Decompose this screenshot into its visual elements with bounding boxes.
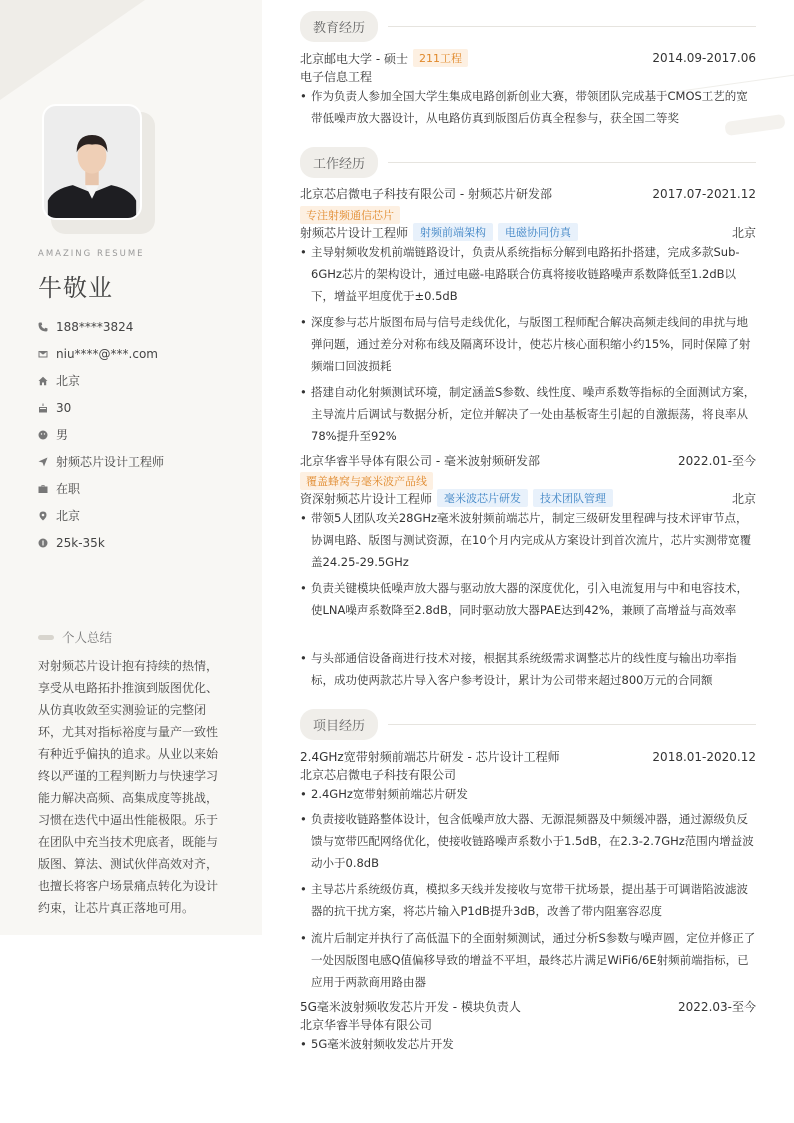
job-focus-row	[300, 206, 756, 224]
mail-icon	[38, 349, 56, 359]
job-bullet: • 搭建自动化射频测试环境，制定涵盖S参数、线性度、噪声系数等指标的全面测试方案，主导流片后调试与数据分析，定位并解决了一处由基板寄生引起的自激振荡，将良率从78%提升至92%	[300, 381, 756, 447]
target-position: 射频芯片设计工程师	[56, 455, 165, 469]
age: 30	[56, 400, 72, 415]
project-title: 项目经历	[300, 709, 378, 740]
education-title: 教育经历	[300, 11, 378, 42]
profile-photo	[42, 104, 142, 220]
expected-salary: 25k-35k	[56, 535, 105, 550]
section-divider	[388, 724, 756, 725]
job-period: 2017.07-2021.12	[652, 186, 756, 201]
location-pin-icon	[38, 511, 56, 521]
job-header-row	[300, 185, 756, 202]
education-major: 电子信息工程	[300, 70, 373, 84]
briefcase-icon	[38, 484, 56, 494]
candidate-name: 牛敬业	[38, 274, 113, 302]
job-role-row	[300, 489, 756, 507]
salary-icon	[38, 538, 56, 548]
info-phone	[38, 313, 253, 340]
project-name: 5G毫米波射频收发芯片开发 - 模块负责人	[300, 1000, 521, 1014]
work-title: 工作经历	[300, 147, 378, 178]
contact-info-list	[38, 313, 253, 556]
project-bullet: • 5G毫米波射频收发芯片开发	[300, 1033, 756, 1055]
education-school: 北京邮电大学 - 硕士	[300, 51, 408, 66]
section-divider	[388, 26, 756, 27]
job-role-row	[300, 223, 756, 241]
job-skill-tag: 电磁协同仿真	[498, 223, 578, 241]
send-icon	[38, 457, 56, 467]
job-city: 北京	[731, 491, 756, 506]
project-period: 2022.03-至今	[678, 1000, 756, 1014]
project-name: 2.4GHz宽带射频前端芯片研发 - 芯片设计工程师	[300, 750, 560, 764]
project-company-row	[300, 766, 756, 783]
education-section-heading	[300, 11, 756, 42]
project-header-row	[300, 998, 756, 1015]
job-company: 北京芯启微电子科技有限公司 - 射频芯片研发部	[300, 187, 552, 201]
education-header-row	[300, 49, 756, 67]
job-company: 北京华睿半导体有限公司 - 毫米波射频研发部	[300, 454, 540, 468]
home-icon	[38, 376, 56, 386]
summary-heading	[38, 628, 112, 646]
job-city: 北京	[731, 225, 756, 240]
info-status	[38, 475, 253, 502]
target-city: 北京	[56, 509, 81, 523]
phone-number: 188****3824	[56, 319, 134, 334]
summary-text: 对射频芯片设计抱有持续的热情，享受从电路拓扑推演到版图优化、从仿真收敛至实测验证的完整闭环，尤其对指标裕度与量产一致性有种近乎偏执的追求。从业以来始终以严谨的工程判断力与快速学习能力解决高频、高集成度等挑战，习惯在迭代中逼出性能极限。乐于在团队中充当技术兜底者，既能与版图、算法、测试伙伴高效对齐，也擅长将客户场景痛点转化为设计约束，让芯片真正落地可用。	[38, 659, 219, 915]
hometown: 北京	[56, 374, 81, 388]
job-bullet: • 主导射频收发机前端链路设计，负责从系统指标分解到电路拓扑搭建，完成多款Sub-6GHz芯片的架构设计，通过电磁-电路联合仿真将接收链路噪声系数降低至1.2dB以下，增益平坦度优于±0.5dB	[300, 241, 756, 307]
info-gender	[38, 421, 253, 448]
job-role: 资深射频芯片设计工程师	[300, 491, 433, 506]
job-bullet: • 深度参与芯片版图布局与信号走线优化，与版图工程师配合解决高频走线间的串扰与地弹问题，通过差分对称布线及隔离环设计，使芯片核心面积缩小约15%，同时保障了射频端口回波损耗	[300, 311, 756, 377]
gender: 男	[56, 428, 69, 442]
cake-icon	[38, 403, 56, 413]
school-tag: 211工程	[413, 49, 468, 67]
job-bullet: • 与头部通信设备商进行技术对接，根据其系统级需求调整芯片的线性度与输出功率指标，成功使两款芯片导入客户参考设计，累计为公司带来超过800万元的合同额	[300, 647, 756, 691]
corner-decoration	[0, 0, 145, 100]
project-bullet: • 负责接收链路整体设计，包含低噪声放大器、无源混频器及中频缓冲器，通过源级负反馈与宽带匹配网络优化，使接收链路噪声系数小于1.5dB，在2.3-2.7GHz范围内增益波动小于0.8dB	[300, 808, 756, 874]
job-skill-tag: 毫米波芯片研发	[437, 489, 528, 507]
info-target-position	[38, 448, 253, 475]
project-bullet: • 主导芯片系统级仿真，模拟多天线并发接收与宽带干扰场景，提出基于可调谐陷波滤波器的抗干扰方案，将芯片输入P1dB提升3dB，改善了带内阻塞容忍度	[300, 878, 756, 922]
job-focus-tag: 覆盖蜂窝与毫米波产品线	[300, 472, 433, 490]
job-skill-tag: 技术团队管理	[533, 489, 613, 507]
job-focus-tag: 专注射频通信芯片	[300, 206, 400, 224]
gender-icon	[38, 430, 56, 440]
resume-tagline: AMAZING RESUME	[38, 249, 145, 259]
work-section-heading	[300, 147, 756, 178]
project-bullet: • 2.4GHz宽带射频前端芯片研发	[300, 783, 756, 805]
job-skill-tag: 射频前端架构	[413, 223, 493, 241]
job-period: 2022.01-至今	[678, 454, 756, 468]
section-divider	[388, 162, 756, 163]
job-role: 射频芯片设计工程师	[300, 225, 409, 240]
project-period: 2018.01-2020.12	[652, 749, 756, 764]
education-bullet: • 作为负责人参加全国大学生集成电路创新创业大赛，带领团队完成基于CMOS工艺的宽带低噪声放大器设计，从电路仿真到版图后仿真全程参与，获全国二等奖	[300, 85, 756, 129]
info-age	[38, 394, 253, 421]
education-period: 2014.09-2017.06	[652, 51, 756, 65]
info-salary	[38, 529, 253, 556]
project-company-row	[300, 1016, 756, 1033]
heading-accent-bar	[38, 635, 54, 640]
phone-icon	[38, 322, 56, 332]
project-section-heading	[300, 709, 756, 740]
job-header-row	[300, 452, 756, 469]
summary-title: 个人总结	[62, 630, 113, 645]
job-bullet: • 负责关键模块低噪声放大器与驱动放大器的深度优化，引入电流复用与中和电容技术，使LNA噪声系数降至2.8dB，同时驱动放大器PAE达到42%，兼顾了高增益与高效率	[300, 577, 756, 621]
project-company: 北京芯启微电子科技有限公司	[300, 768, 457, 782]
project-bullet: • 流片后制定并执行了高低温下的全面射频测试，通过分析S参数与噪声圆，定位并修正了一处因版图电感Q值偏移导致的增益不平坦，最终芯片满足WiFi6/6E射频前端指标，已应用于两款商用路由器	[300, 927, 756, 993]
info-target-city	[38, 502, 253, 529]
job-bullet: • 带领5人团队攻关28GHz毫米波射频前端芯片，制定三级研发里程碑与技术评审节点，协调电路、版图与测试资源，在10个月内完成从方案设计到首次流片，芯片实测带宽覆盖24.25-29.5GHz	[300, 507, 756, 573]
email-address: niu****@***.com	[56, 346, 158, 361]
info-home	[38, 367, 253, 394]
project-company: 北京华睿半导体有限公司	[300, 1018, 433, 1032]
job-status: 在职	[56, 482, 81, 496]
job-focus-row	[300, 472, 756, 490]
education-major-row	[300, 68, 756, 85]
info-email	[38, 340, 253, 367]
project-header-row	[300, 748, 756, 765]
